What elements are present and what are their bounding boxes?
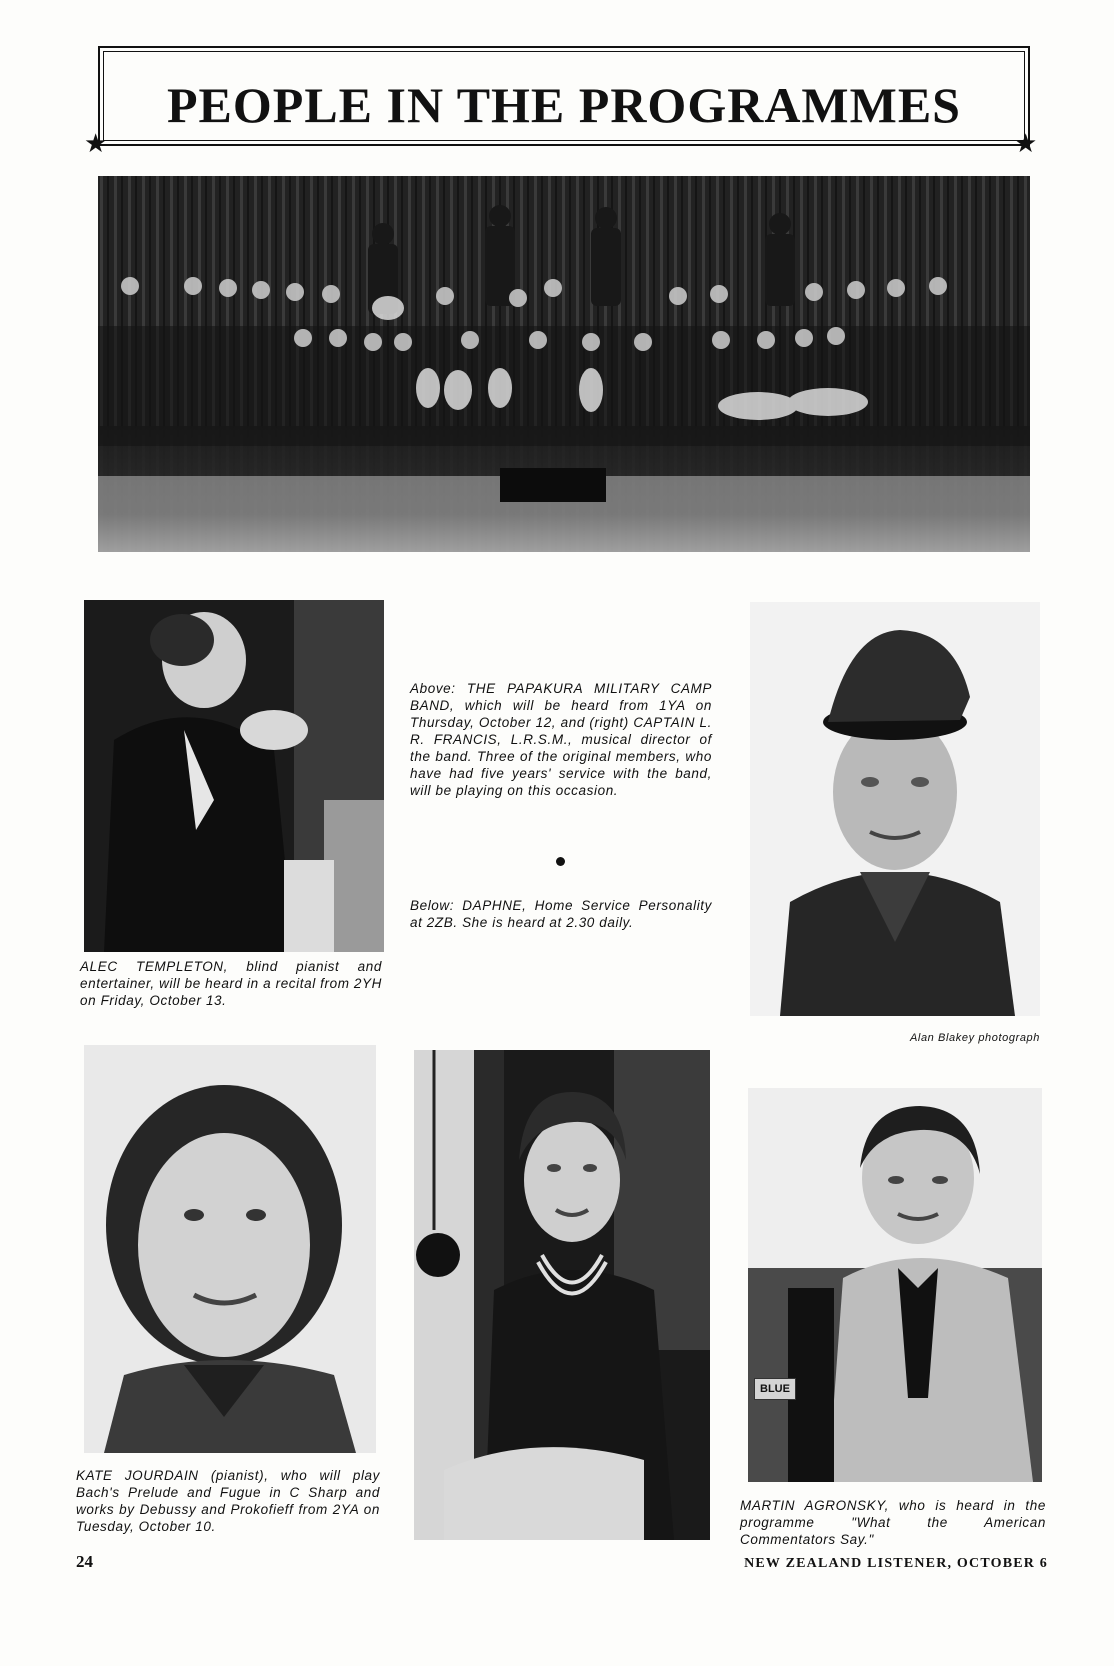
microphone-label: BLUE — [754, 1378, 796, 1400]
daphne-caption: Below: DAPHNE, Home Service Personality at 2ZB. She is heard at 2.30 daily. — [410, 898, 712, 930]
band-caption: Above: THE PAPAKURA MILITARY CAMP BAND, which will be heard from 1YA on Thursday, October 12, and (right) CAPTAIN L. R. FRANCIS, L.R.S.M., musical director of the band. Three of the original members, who have had five years' service with the band, will be playing on this occasion. — [410, 681, 712, 798]
jourdain-photo — [84, 1045, 376, 1453]
page-title: PEOPLE IN THE PROGRAMMES — [167, 77, 961, 133]
star-icon-right: ★ — [1014, 128, 1038, 158]
jourdain-caption: KATE JOURDAIN (pianist), who will play Bach's Prelude and Fugue in C Sharp and works by Debussy and Prokofieff from 2YA on Tuesday, October 10. — [76, 1468, 380, 1534]
band-photo — [98, 176, 1030, 552]
bullet-dot — [556, 857, 565, 866]
page-number: 24 — [76, 1552, 93, 1571]
star-icon-left: ★ — [84, 128, 108, 158]
agronsky-caption: MARTIN AGRONSKY, who is heard in the programme "What the American Commentators Say." — [740, 1498, 1046, 1547]
agronsky-photo — [748, 1088, 1042, 1482]
photo-credit: Alan Blakey photograph — [909, 1032, 1040, 1044]
templeton-caption: ALEC TEMPLETON, blind pianist and entertainer, will be heard in a recital from 2YH on Friday, October 13. — [80, 959, 382, 1008]
publication-footer: NEW ZEALAND LISTENER, OCTOBER 6 — [744, 1556, 1048, 1571]
daphne-photo — [414, 1050, 710, 1540]
francis-photo — [750, 602, 1040, 1016]
templeton-photo — [84, 600, 384, 952]
